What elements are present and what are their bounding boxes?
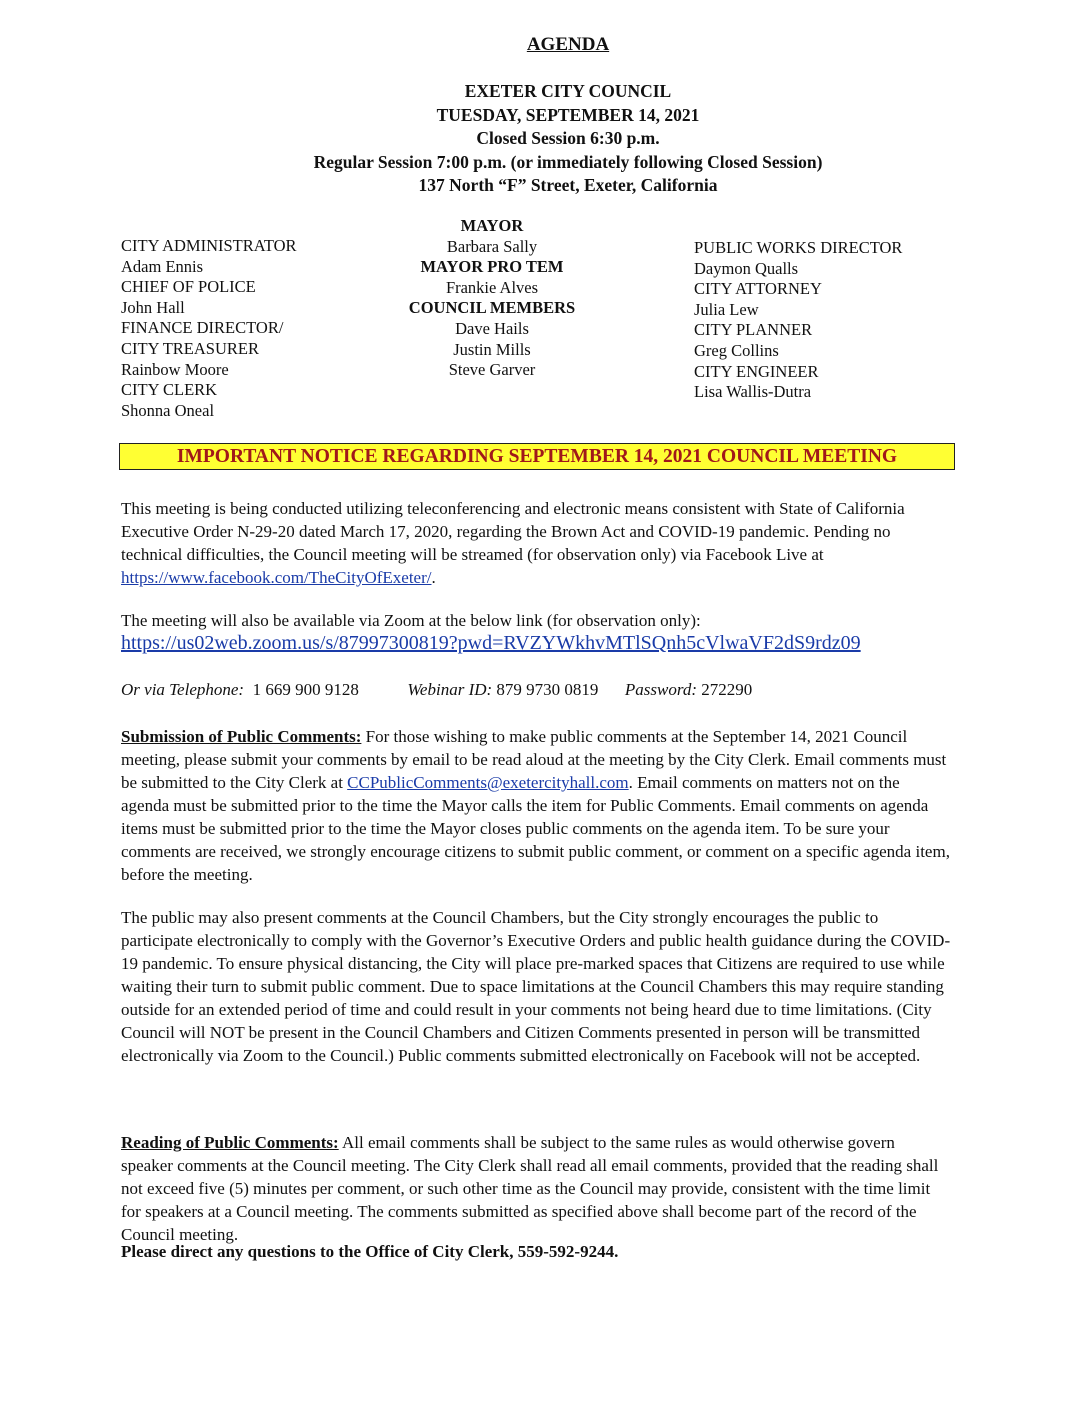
- official-line: CITY TREASURER: [121, 338, 259, 358]
- submission-paragraph: [121, 725, 951, 886]
- council-members-label: COUNCIL MEMBERS: [408, 298, 576, 318]
- dial-in-info: [121, 680, 752, 700]
- chambers-paragraph: The public may also present comments at the Council Chambers, but the City strongly encourages the public to participate electronically to comply with the Governor’s Executive Orders and public health guidance during the COVID-19 pandemic. To ensure physical distancing, the City will place pre-marked spaces that Citizens are required to use while waiting their turn to submit public comment. Due to space limitations at the Council Chambers this may require standing outside for an extended period of time and could result in your comments not being heard due to time limitations. (City Council will NOT be present in the Council Chambers and Citizen Comments presented in person will be transmitted electronically via Zoom to the Council.) Public comments submitted electronically on Facebook will not be accepted.: [121, 908, 951, 1065]
- important-notice-banner: IMPORTANT NOTICE REGARDING SEPTEMBER 14, 2021 COUNCIL MEETING: [119, 443, 955, 470]
- official-line: CITY PLANNER: [694, 320, 813, 340]
- submission-text-continued: . Email comments on matters not on the agenda must be submitted prior to the time the Mayor calls the item for Public Comments. Email comments on agenda items must be submitted prior to the time the Mayor closes public comments on the agenda item. To be sure your comments are received, we strongly encourage citizens to submit public comment, or comment on a specific agenda item, before the meeting.: [121, 773, 950, 884]
- password-value: 272290: [701, 680, 753, 699]
- public-comments-email-link[interactable]: CCPublicComments@exetercityhall.com: [347, 773, 629, 792]
- official-line: Julia Lew: [694, 299, 759, 319]
- mayor-label: MAYOR: [460, 216, 524, 235]
- password-label: Password:: [624, 680, 698, 699]
- agenda-title: AGENDA: [526, 34, 610, 55]
- official-line: CITY ATTORNEY: [694, 279, 822, 299]
- submission-heading: Submission of Public Comments:: [121, 727, 362, 746]
- officials-right-column: [694, 238, 902, 403]
- facebook-live-link[interactable]: https://www.facebook.com/TheCityOfExeter/: [121, 568, 432, 587]
- webinar-id-label: Webinar ID:: [407, 680, 493, 699]
- regular-session-time: Regular Session 7:00 p.m. (or immediately following Closed Session): [313, 151, 823, 172]
- submission-text: For those wishing to make public comments at the September 14, 2021 Council meeting, please submit your comments by email to be read aloud at the meeting by the City Clerk. Email comments must be submitted to the City Clerk at: [121, 727, 947, 792]
- officials-left-column: [121, 236, 297, 421]
- meeting-date: TUESDAY, SEPTEMBER 14, 2021: [436, 104, 700, 125]
- council-member: Steve Garver: [448, 360, 536, 380]
- contact-line: Please direct any questions to the Office of City Clerk, 559-592-9244.: [121, 1242, 619, 1261]
- meeting-address: 137 North “F” Street, Exeter, California: [418, 175, 718, 195]
- zoom-link[interactable]: https://us02web.zoom.us/s/87997300819?pwd=RVZYWkhvMTlSQnh5cVlwaVF2dS9rdz09: [121, 632, 861, 654]
- reading-heading: Reading of Public Comments:: [121, 1133, 339, 1152]
- telephone-number: 1 669 900 9128: [252, 680, 359, 699]
- official-line: PUBLIC WORKS DIRECTOR: [694, 238, 903, 257]
- meeting-header: [0, 80, 1088, 198]
- official-line: Rainbow Moore: [121, 359, 229, 379]
- webinar-id-value: 879 9730 0819: [496, 680, 599, 699]
- sentence-end: .: [431, 568, 436, 587]
- mayor-pro-tem-label: MAYOR PRO TEM: [420, 257, 564, 277]
- reading-paragraph: [121, 1131, 951, 1246]
- mayor-pro-tem-name: Frankie Alves: [445, 277, 539, 297]
- official-line: CHIEF OF POLICE: [121, 277, 256, 297]
- closed-session-time: Closed Session 6:30 p.m.: [476, 128, 660, 148]
- council-column: [392, 216, 592, 381]
- official-line: Adam Ennis: [121, 256, 204, 276]
- official-line: CITY ADMINISTRATOR: [121, 236, 297, 255]
- reading-text: All email comments shall be subject to the same rules as would otherwise govern speaker comments at the Council meeting. The City Clerk shall read all email comments, provided that the reading shall not exceed five (5) minutes per comment, or such other time as the Council may provide, consistent with the time limit for speakers at a Council meeting. The comments submitted as specified above shall become part of the record of the Council meeting.: [121, 1133, 939, 1244]
- official-line: Daymon Qualls: [694, 258, 799, 278]
- telephone-label: Or via Telephone:: [121, 680, 245, 699]
- council-name: EXETER CITY COUNCIL: [464, 81, 672, 101]
- official-line: John Hall: [121, 297, 185, 317]
- mayor-name: Barbara Sally: [446, 236, 538, 256]
- official-line: Shonna Oneal: [121, 400, 215, 420]
- council-member: Dave Hails: [455, 318, 529, 338]
- teleconference-paragraph: [121, 497, 951, 589]
- official-line: Greg Collins: [694, 340, 779, 360]
- zoom-intro: The meeting will also be available via Zoom at the below link (for observation only):: [121, 611, 701, 630]
- official-line: FINANCE DIRECTOR/: [121, 318, 284, 338]
- official-line: CITY CLERK: [121, 380, 218, 400]
- teleconference-text: This meeting is being conducted utilizing teleconferencing and electronic means consistent with State of California Executive Order N-29-20 dated March 17, 2020, regarding the Brown Act and COVID-19 pandemic. Pending no technical difficulties, the Council meeting will be streamed (for observation only) via Facebook Live at: [121, 499, 905, 564]
- official-line: CITY ENGINEER: [694, 361, 819, 381]
- council-member: Justin Mills: [453, 339, 531, 359]
- official-line: Lisa Wallis-Dutra: [694, 382, 812, 402]
